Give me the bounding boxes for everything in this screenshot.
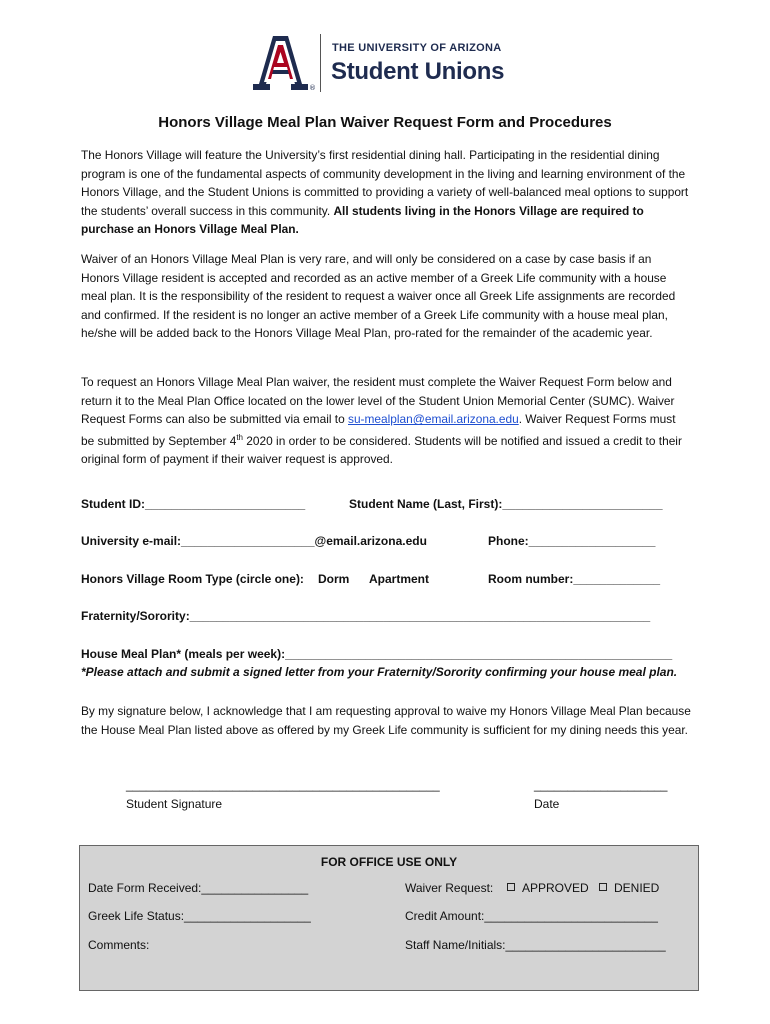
house-meal-plan-field[interactable]: House Meal Plan* (meals per week):__________________________________________________________ (81, 647, 673, 661)
date-line[interactable]: ____________________ (534, 778, 668, 792)
room-number-field[interactable]: Room number:_____________ (488, 572, 661, 586)
denied-checkbox[interactable]: DENIED (599, 881, 659, 895)
university-email-field[interactable]: University e-mail:____________________@email.arizona.edu (81, 534, 427, 548)
comments-field[interactable]: Comments: (88, 938, 150, 952)
logo-divider (320, 34, 321, 92)
waiver-policy-paragraph: Waiver of an Honors Village Meal Plan is very rare, and will only be considered on a case by case basis if an Honors Village resident is accepted and recorded as an active member of a Greek Life community with a house meal plan. It is the responsibility of the resident to request a waiver once all Greek Life assignments are recorded and confirmed. If the resident is no longer an active member of a Greek Life community with a house meal plan, he/she will be added back to the Honors Village Meal Plan, pro-rated for the remainder of the academic year. (81, 252, 676, 341)
staff-initials-field[interactable]: Staff Name/Initials:________________________ (405, 938, 666, 952)
office-use-box (79, 845, 699, 991)
svg-text:®: ® (309, 84, 316, 92)
student-name-field[interactable]: Student Name (Last, First):________________________ (349, 497, 663, 511)
room-type-apartment-option[interactable]: Apartment (369, 572, 430, 586)
date-received-field[interactable]: Date Form Received:________________ (88, 881, 309, 895)
fraternity-sorority-field[interactable]: Fraternity/Sorority:_____________________________________________________________________ (81, 609, 651, 623)
intro-paragraph: The Honors Village will feature the University’s first residential dining hall. Participating in the residential dining program is one of the fundamental aspects of community development in the living and learning environment of the Honors Village, and the Student Unions is committed to providing a variety of well-balanced meal options to support the students’ overall success in this community. All students living in the Honors Village are required to purchase an Honors Village Meal Plan. (81, 148, 689, 237)
requirement-statement: All students living in the Honors Village are required to purchase an Honors Village Meal Plan. (81, 203, 644, 237)
submission-paragraph: To request an Honors Village Meal Plan waiver, the resident must complete the Waiver Request Form below and return it to the Meal Plan Office located on the lower level of the Student Union Memorial Center (SUMC). Waiver Request Forms can also be submitted via email to su-mealplan@email.arizona.edu. Waiver Request Forms must be submitted by September 4th 2020 in order to be considered. Students will be notified and issued a credit to their original form of payment if their waiver request is approved. (81, 375, 682, 467)
greek-life-status-field[interactable]: Greek Life Status:___________________ (88, 909, 311, 923)
logo-university-name: THE UNIVERSITY OF ARIZONA (332, 42, 502, 54)
signature-label: Student Signature (126, 797, 223, 811)
credit-amount-field[interactable]: Credit Amount:__________________________ (405, 909, 658, 923)
date-label: Date (534, 797, 560, 811)
approved-checkbox[interactable]: APPROVED (507, 881, 589, 895)
acknowledgement-paragraph: By my signature below, I acknowledge that I am requesting approval to waive my Honors Village Meal Plan because the House Meal Plan listed above as offered by my Greek Life community is sufficient for my dining needs this year. (81, 704, 691, 737)
checkbox-icon (599, 883, 607, 891)
room-type-dorm-option[interactable]: Dorm (318, 572, 350, 586)
office-use-title: FOR OFFICE USE ONLY (320, 855, 458, 869)
meal-plan-email-link[interactable]: su-mealplan@email.arizona.edu (348, 412, 519, 427)
attachment-note: *Please attach and submit a signed letter from your Fraternity/Sorority confirming your house meal plan. (81, 665, 678, 679)
page-title: Honors Village Meal Plan Waiver Request Form and Procedures (158, 114, 612, 131)
checkbox-icon (507, 883, 515, 891)
signature-line[interactable]: _______________________________________________ (126, 778, 440, 792)
phone-field[interactable]: Phone:___________________ (488, 534, 656, 548)
logo-student-unions: Student Unions (331, 58, 505, 85)
waiver-request-label: Waiver Request: (405, 881, 494, 895)
room-type-label: Honors Village Room Type (circle one): (81, 572, 304, 586)
student-id-field[interactable]: Student ID:________________________ (81, 497, 306, 511)
